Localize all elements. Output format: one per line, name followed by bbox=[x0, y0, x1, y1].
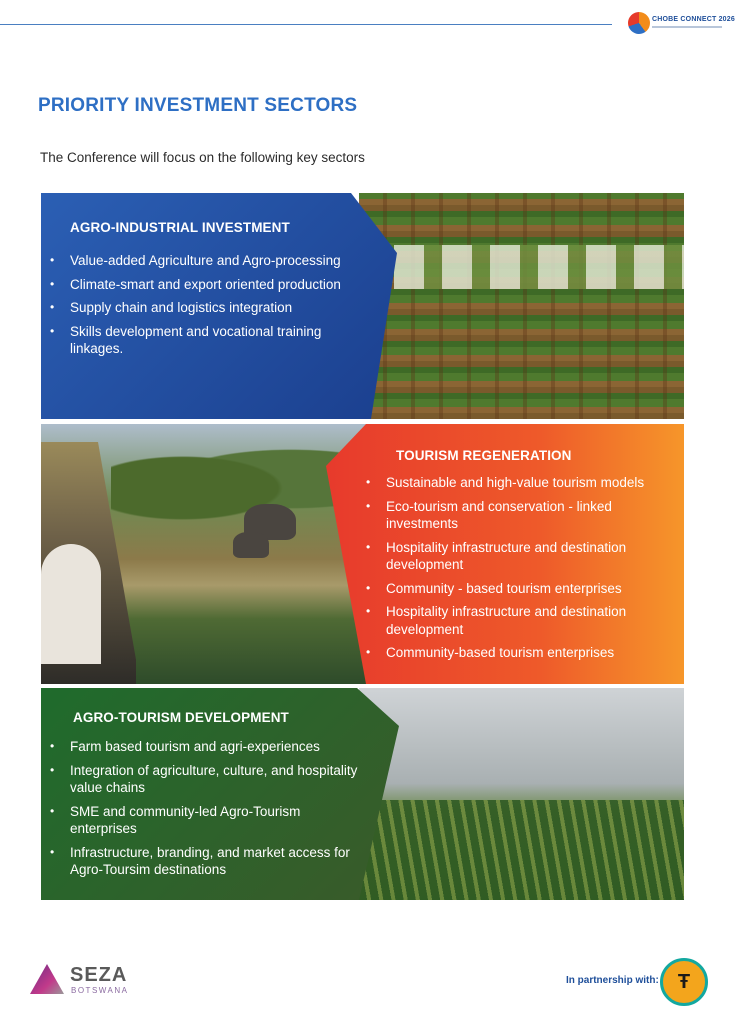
list-item: • Community - based tourism enterprises bbox=[364, 580, 682, 598]
list-item: • Climate-smart and export oriented production bbox=[48, 276, 348, 294]
sector-bullets bbox=[48, 252, 348, 364]
page-title: PRIORITY INVESTMENT SECTORS bbox=[38, 95, 358, 116]
partner-label: In partnership with: bbox=[566, 975, 659, 986]
chobe-connect-logo bbox=[628, 10, 735, 40]
chobe-connect-tagline bbox=[652, 26, 722, 28]
list-item: • Community-based tourism enterprises bbox=[364, 644, 682, 662]
list-item: • Infrastructure, branding, and market access for Agro-Toursim destinations bbox=[48, 844, 358, 879]
farm-field-photo bbox=[359, 193, 684, 419]
sector-title: TOURISM REGENERATION bbox=[396, 448, 572, 463]
tourist-shape bbox=[41, 544, 101, 664]
list-item: • SME and community-led Agro-Tourism enterprises bbox=[48, 803, 358, 838]
list-item: • Hospitality infrastructure and destination development bbox=[364, 539, 682, 574]
irrigated-crops-photo bbox=[359, 688, 684, 900]
intro-text: The Conference will focus on the following key sectors bbox=[40, 150, 365, 165]
sector-agro-industrial bbox=[41, 193, 684, 419]
seza-subtitle: BOTSWANA bbox=[71, 986, 129, 995]
chobe-connect-wordmark: CHOBE CONNECT 2026 bbox=[652, 16, 735, 23]
list-item: • Eco-tourism and conservation - linked investments bbox=[364, 498, 682, 533]
list-item: • Hospitality infrastructure and destination development bbox=[364, 603, 682, 638]
sector-title: AGRO-INDUSTRIAL INVESTMENT bbox=[70, 220, 290, 235]
list-item: • Skills development and vocational training linkages. bbox=[48, 323, 348, 358]
header-rule bbox=[0, 24, 612, 25]
sector-title: AGRO-TOURISM DEVELOPMENT bbox=[73, 710, 289, 725]
sector-bullets bbox=[364, 474, 682, 668]
sector-bullets bbox=[48, 738, 358, 885]
list-item: • Supply chain and logistics integration bbox=[48, 299, 348, 317]
list-item: • Value-added Agriculture and Agro-processing bbox=[48, 252, 348, 270]
list-item: • Sustainable and high-value tourism models bbox=[364, 474, 682, 492]
chobe-connect-emblem-icon bbox=[628, 12, 650, 34]
list-item: • Integration of agriculture, culture, and hospitality value chains bbox=[48, 762, 358, 797]
sector-tourism-regeneration bbox=[41, 424, 684, 684]
elephant-calf-shape bbox=[233, 532, 269, 558]
list-item: • Farm based tourism and agri-experiences bbox=[48, 738, 358, 756]
trees-shape bbox=[111, 434, 351, 524]
seza-name: SEZA bbox=[70, 964, 128, 986]
fnb-tree-icon: Ŧ bbox=[677, 971, 691, 993]
sector-agro-tourism bbox=[41, 688, 684, 900]
fnb-icon bbox=[660, 958, 708, 1006]
seza-mark-icon bbox=[30, 964, 64, 994]
seza-logo bbox=[30, 962, 140, 1000]
safari-elephants-photo bbox=[41, 424, 371, 684]
